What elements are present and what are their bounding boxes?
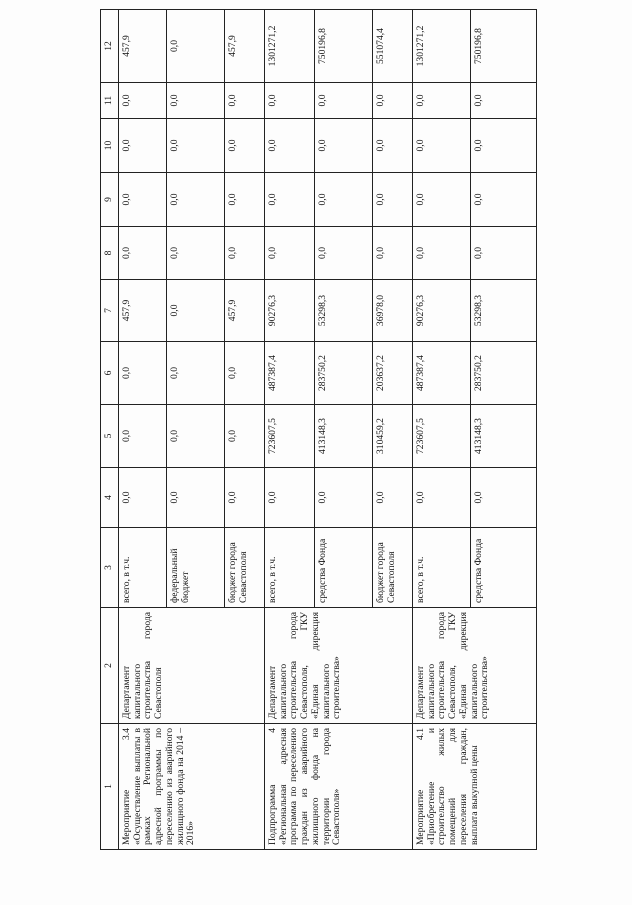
program-name-cell: Мероприятие 3.4 «Осуществление выплаты в рамках Региональной адресной программы по переселению из аварийного жилищного фонда на 2014 – 2016» bbox=[119, 724, 265, 850]
total-value-cell: 551074,4 bbox=[373, 10, 413, 83]
funding-source-cell: бюджет города Севастополя bbox=[225, 528, 265, 608]
value-cell: 0,0 bbox=[373, 173, 413, 227]
value-cell: 487387,4 bbox=[265, 342, 315, 405]
total-value-cell: 0,0 bbox=[167, 10, 225, 83]
value-cell: 0,0 bbox=[119, 119, 167, 173]
rotated-table-wrapper bbox=[100, 10, 536, 850]
value-cell: 0,0 bbox=[225, 173, 265, 227]
value-cell: 0,0 bbox=[265, 119, 315, 173]
value-cell: 413148,3 bbox=[471, 405, 537, 468]
value-cell: 0,0 bbox=[225, 342, 265, 405]
total-value-cell: 750196,8 bbox=[315, 10, 373, 83]
value-cell: 0,0 bbox=[373, 468, 413, 528]
header-row bbox=[101, 10, 119, 850]
value-cell: 0,0 bbox=[315, 83, 373, 119]
value-cell: 36978,0 bbox=[373, 280, 413, 342]
funding-source-cell: средства Фонда bbox=[471, 528, 537, 608]
header-cell: 1 bbox=[101, 724, 119, 850]
value-cell: 0,0 bbox=[167, 342, 225, 405]
value-cell: 723607,5 bbox=[265, 405, 315, 468]
value-cell: 0,0 bbox=[315, 119, 373, 173]
value-cell: 0,0 bbox=[167, 280, 225, 342]
total-value-cell: 1301271,2 bbox=[413, 10, 471, 83]
table-row bbox=[413, 10, 471, 850]
total-value-cell: 457,9 bbox=[119, 10, 167, 83]
value-cell: 0,0 bbox=[373, 83, 413, 119]
value-cell: 0,0 bbox=[119, 173, 167, 227]
value-cell: 90276,3 bbox=[265, 280, 315, 342]
value-cell: 0,0 bbox=[471, 119, 537, 173]
value-cell: 0,0 bbox=[373, 227, 413, 280]
value-cell: 0,0 bbox=[265, 83, 315, 119]
program-name-cell: Мероприятие 4.1 «Приобретение и строительство жилых помещений для переселения граждан, выплата выкупной цены bbox=[413, 724, 537, 850]
value-cell: 0,0 bbox=[265, 227, 315, 280]
value-cell: 0,0 bbox=[225, 468, 265, 528]
value-cell: 0,0 bbox=[413, 83, 471, 119]
header-cell: 8 bbox=[101, 227, 119, 280]
value-cell: 0,0 bbox=[413, 227, 471, 280]
header-cell: 5 bbox=[101, 405, 119, 468]
value-cell: 0,0 bbox=[225, 119, 265, 173]
funding-source-cell: федеральный бюджет bbox=[167, 528, 225, 608]
table-row bbox=[119, 10, 167, 850]
value-cell: 310459,2 bbox=[373, 405, 413, 468]
header-cell: 11 bbox=[101, 83, 119, 119]
header-cell: 2 bbox=[101, 608, 119, 724]
header-cell: 7 bbox=[101, 280, 119, 342]
value-cell: 0,0 bbox=[167, 405, 225, 468]
total-value-cell: 1301271,2 bbox=[265, 10, 315, 83]
value-cell: 0,0 bbox=[413, 468, 471, 528]
value-cell: 457,9 bbox=[119, 280, 167, 342]
value-cell: 0,0 bbox=[119, 83, 167, 119]
value-cell: 0,0 bbox=[265, 468, 315, 528]
funding-source-cell: средства Фонда bbox=[315, 528, 373, 608]
value-cell: 53298,3 bbox=[315, 280, 373, 342]
value-cell: 0,0 bbox=[167, 468, 225, 528]
value-cell: 0,0 bbox=[413, 173, 471, 227]
value-cell: 0,0 bbox=[471, 83, 537, 119]
value-cell: 0,0 bbox=[119, 227, 167, 280]
header-cell: 3 bbox=[101, 528, 119, 608]
value-cell: 203637,2 bbox=[373, 342, 413, 405]
value-cell: 0,0 bbox=[265, 173, 315, 227]
value-cell: 413148,3 bbox=[315, 405, 373, 468]
header-cell: 10 bbox=[101, 119, 119, 173]
value-cell: 0,0 bbox=[119, 342, 167, 405]
value-cell: 0,0 bbox=[167, 173, 225, 227]
value-cell: 0,0 bbox=[119, 468, 167, 528]
value-cell: 0,0 bbox=[225, 405, 265, 468]
value-cell: 0,0 bbox=[315, 173, 373, 227]
value-cell: 90276,3 bbox=[413, 280, 471, 342]
table-row bbox=[265, 10, 315, 850]
funding-source-cell: всего, в т.ч. bbox=[265, 528, 315, 608]
value-cell: 0,0 bbox=[119, 405, 167, 468]
value-cell: 283750,2 bbox=[315, 342, 373, 405]
budget-table bbox=[100, 9, 537, 850]
program-name-cell: Подпрограмма 4 «Региональная адресная программа по переселению граждан из аварийного жилищного фонда на территории города Севастополя» bbox=[265, 724, 413, 850]
total-value-cell: 750196,8 bbox=[471, 10, 537, 83]
value-cell: 0,0 bbox=[315, 468, 373, 528]
responsible-executor-cell: Департамент капитального строительства города Севастополя, ГКУ «Единая дирекция капитального строительства» bbox=[265, 608, 413, 724]
value-cell: 0,0 bbox=[167, 227, 225, 280]
value-cell: 0,0 bbox=[225, 83, 265, 119]
header-cell: 6 bbox=[101, 342, 119, 405]
value-cell: 0,0 bbox=[167, 83, 225, 119]
value-cell: 0,0 bbox=[315, 227, 373, 280]
funding-source-cell: бюджет города Севастополя bbox=[373, 528, 413, 608]
value-cell: 457,9 bbox=[225, 280, 265, 342]
header-cell: 12 bbox=[101, 10, 119, 83]
value-cell: 0,0 bbox=[413, 119, 471, 173]
funding-source-cell: всего, в т.ч. bbox=[413, 528, 471, 608]
value-cell: 0,0 bbox=[373, 119, 413, 173]
value-cell: 0,0 bbox=[471, 468, 537, 528]
header-cell: 4 bbox=[101, 468, 119, 528]
funding-source-cell: всего, в т.ч. bbox=[119, 528, 167, 608]
value-cell: 0,0 bbox=[167, 119, 225, 173]
value-cell: 283750,2 bbox=[471, 342, 537, 405]
value-cell: 0,0 bbox=[471, 227, 537, 280]
value-cell: 0,0 bbox=[471, 173, 537, 227]
value-cell: 53298,3 bbox=[471, 280, 537, 342]
responsible-executor-cell: Департамент капитального строительства города Севастополя bbox=[119, 608, 265, 724]
value-cell: 487387,4 bbox=[413, 342, 471, 405]
responsible-executor-cell: Департамент капитального строительства города Севастополя, ГКУ «Единая дирекция капитального строительства» bbox=[413, 608, 537, 724]
value-cell: 723607,5 bbox=[413, 405, 471, 468]
total-value-cell: 457,9 bbox=[225, 10, 265, 83]
header-cell: 9 bbox=[101, 173, 119, 227]
value-cell: 0,0 bbox=[225, 227, 265, 280]
